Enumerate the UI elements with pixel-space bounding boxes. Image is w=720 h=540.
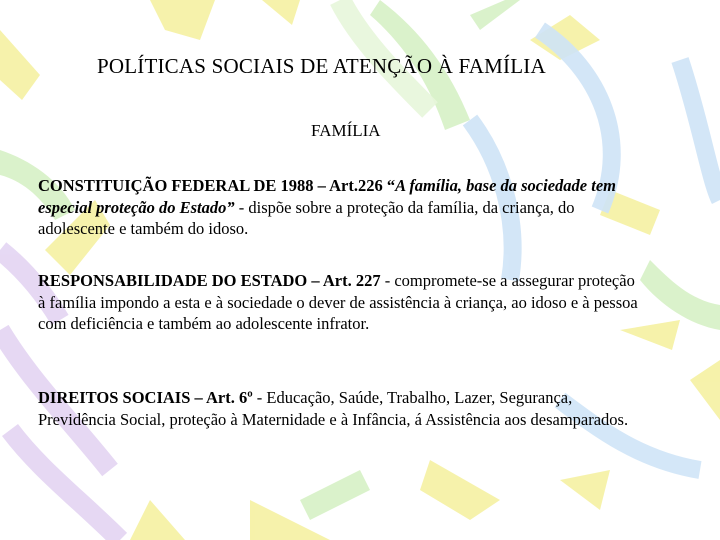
slide-subtitle: FAMÍLIA: [311, 121, 381, 140]
paragraph-body: - compromete-se a assegurar proteção à família impondo a esta e à sociedade o dever de assistência à criança, ao idoso e à pessoa com deficiência e também ao adolescente infrator.: [38, 271, 638, 333]
paragraph-constituicao: [38, 175, 638, 240]
paragraph-quote: A família, base da sociedade tem especial proteção do Estado”: [38, 176, 616, 217]
paragraph-responsabilidade: [38, 270, 638, 335]
paragraph-body: - dispõe sobre a proteção da família, da criança, do adolescente e também do idoso.: [38, 197, 575, 238]
paragraph-lead: CONSTITUIÇÃO FEDERAL DE 1988 – Art.226 “: [38, 176, 396, 195]
paragraph-lead: RESPONSABILIDADE DO ESTADO – Art. 227: [38, 271, 381, 290]
paragraph-direitos-sociais: [38, 387, 638, 430]
paragraph-lead: DIREITOS SOCIAIS – Art. 6º: [38, 388, 253, 407]
paragraph-body: - Educação, Saúde, Trabalho, Lazer, Segurança, Previdência Social, proteção à Maternidade e à Infância, á Assistência aos desamparados.: [38, 388, 629, 429]
slide-title: POLÍTICAS SOCIAIS DE ATENÇÃO À FAMÍLIA: [97, 54, 546, 78]
